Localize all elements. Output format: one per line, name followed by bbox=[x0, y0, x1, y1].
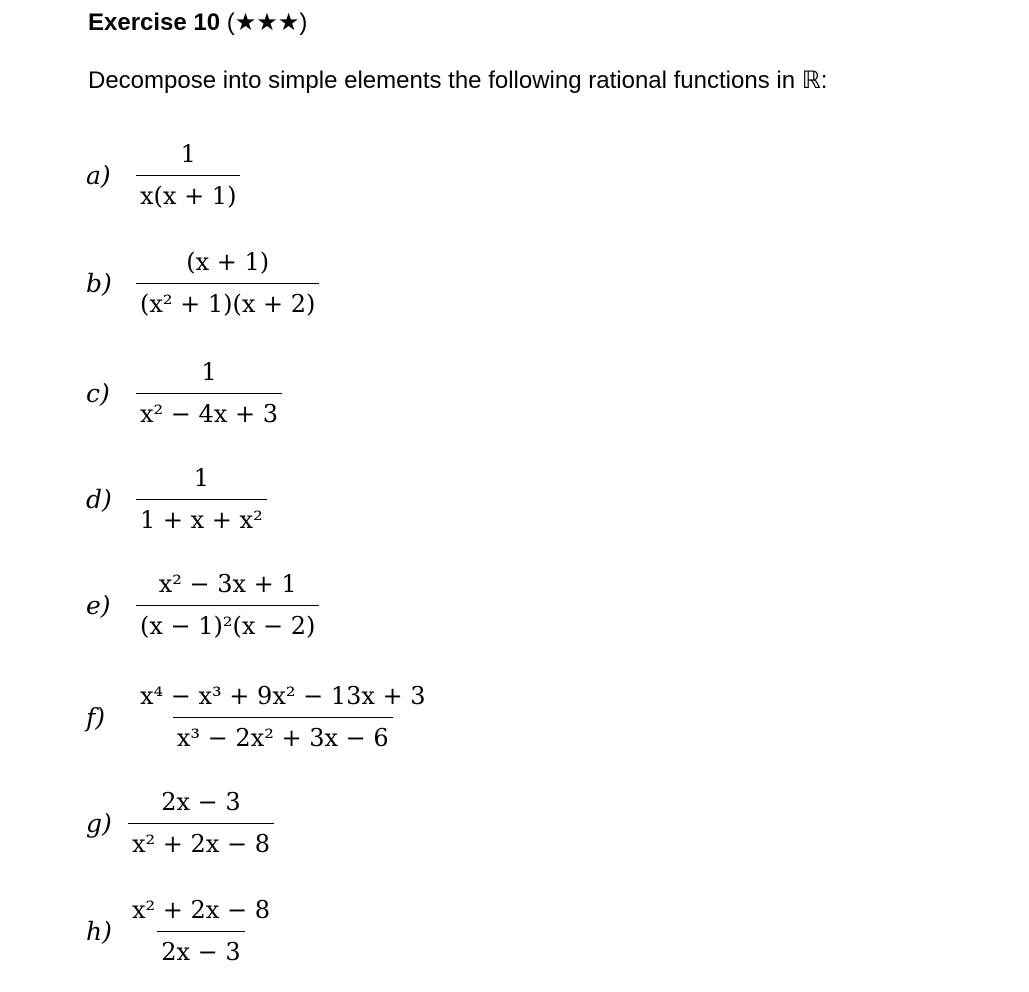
exercise-instruction: Decompose into simple elements the following rational functions in ℝ: bbox=[88, 67, 828, 94]
item-label: f) bbox=[86, 702, 106, 732]
fraction-denominator: x² + 2x − 8 bbox=[128, 823, 274, 859]
fraction-denominator: x³ − 2x² + 3x − 6 bbox=[173, 717, 393, 753]
exercise-item-a bbox=[86, 140, 240, 211]
fraction-numerator: x² + 2x − 8 bbox=[132, 896, 270, 924]
item-label: d) bbox=[86, 484, 112, 514]
item-label: h) bbox=[86, 916, 112, 946]
fraction bbox=[128, 788, 274, 859]
item-label: e) bbox=[86, 590, 111, 620]
fraction-numerator: 1 bbox=[180, 140, 196, 168]
item-label: b) bbox=[86, 268, 112, 298]
item-label: g) bbox=[86, 808, 112, 838]
fraction-denominator: (x − 1)²(x − 2) bbox=[136, 605, 319, 641]
fraction bbox=[136, 248, 319, 319]
fraction-denominator: (x² + 1)(x + 2) bbox=[136, 283, 319, 319]
fraction-numerator: (x + 1) bbox=[186, 248, 270, 276]
fraction bbox=[136, 682, 430, 753]
exercise-item-e bbox=[86, 570, 319, 641]
item-label: c) bbox=[86, 378, 110, 408]
fraction-denominator: 2x − 3 bbox=[157, 931, 244, 967]
exercise-item-f bbox=[86, 682, 430, 753]
fraction-denominator: x(x + 1) bbox=[136, 175, 240, 211]
fraction bbox=[136, 358, 282, 429]
fraction bbox=[136, 464, 267, 535]
exercise-item-d bbox=[86, 464, 267, 535]
exercise-item-b bbox=[86, 248, 319, 319]
exercise-title-text: Exercise 10 bbox=[88, 9, 221, 36]
fraction-numerator: 1 bbox=[193, 464, 209, 492]
fraction-numerator: 2x − 3 bbox=[161, 788, 241, 816]
item-label: a) bbox=[86, 160, 111, 190]
exercise-title bbox=[88, 8, 307, 37]
fraction-denominator: 1 + x + x² bbox=[136, 499, 267, 535]
fraction-numerator: 1 bbox=[201, 358, 217, 386]
exercise-item-c bbox=[86, 358, 282, 429]
fraction bbox=[136, 140, 240, 211]
difficulty-stars: (★★★) bbox=[226, 9, 308, 36]
exercise-item-g bbox=[86, 788, 274, 859]
fraction-numerator: x⁴ − x³ + 9x² − 13x + 3 bbox=[140, 682, 426, 710]
exercise-item-h bbox=[86, 896, 274, 967]
fraction bbox=[128, 896, 274, 967]
fraction-numerator: x² − 3x + 1 bbox=[158, 570, 297, 598]
fraction-denominator: x² − 4x + 3 bbox=[136, 393, 282, 429]
fraction bbox=[136, 570, 319, 641]
